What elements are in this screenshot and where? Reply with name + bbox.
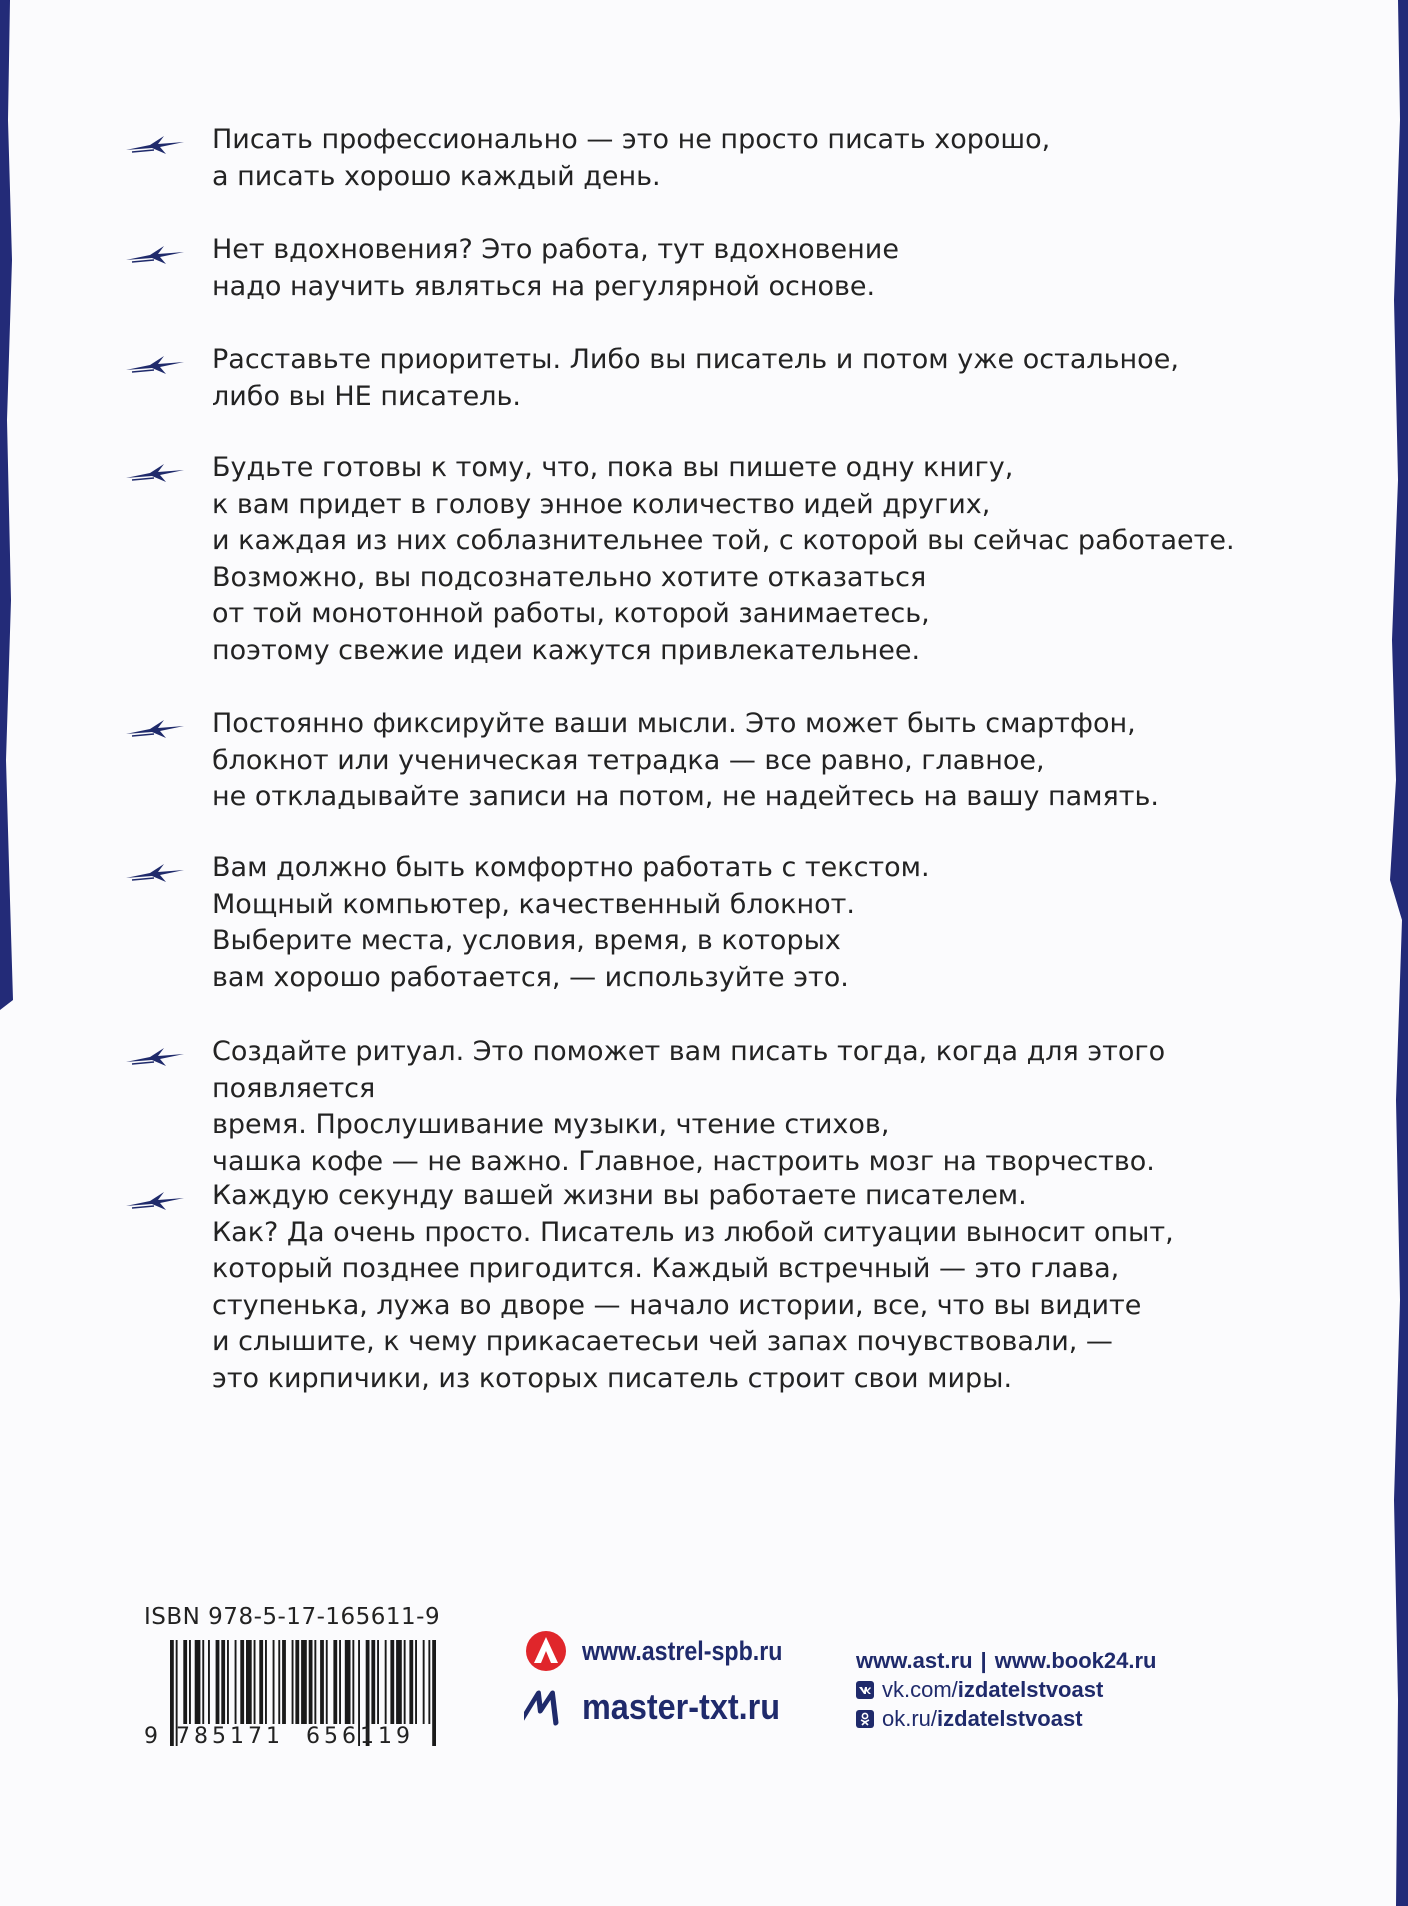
- ok-icon: [856, 1710, 874, 1728]
- barcode-bar: [301, 1640, 307, 1724]
- tip-1: [124, 122, 1254, 232]
- barcode-bar: [227, 1640, 229, 1724]
- barcode-bar: [345, 1640, 351, 1724]
- barcode-bar: [352, 1640, 354, 1724]
- barcode-bar: [409, 1640, 413, 1724]
- barcode-bar: [282, 1640, 286, 1724]
- barcode-bar: [278, 1640, 280, 1724]
- barcode-bar: [246, 1640, 252, 1724]
- barcode-bar: [320, 1640, 324, 1724]
- links-separator: |: [980, 1647, 987, 1673]
- tip-6: [124, 850, 1254, 1034]
- barcode-bar: [195, 1640, 201, 1724]
- pen-nib-icon: [124, 860, 188, 886]
- vk-row[interactable]: [856, 1675, 1156, 1704]
- publisher-block: [524, 1626, 815, 1732]
- tip-text: Каждую секунду вашей жизни вы работаете писателем. Как? Да очень просто. Писатель из любой ситуации выносит опыт, который позднее пригодится. Каждый встречный — это глава, ступенька, лужа во дворе — начало истории, все, что вы видите и слышите, к чему прикасаетесьи чей запах почувствовали, — это кирпичики, из которых писатель строит свои миры.: [212, 1180, 1174, 1394]
- pen-nib-icon: [124, 1044, 188, 1070]
- barcode-bar: [221, 1640, 225, 1724]
- master-row: [524, 1682, 815, 1732]
- master-logo-icon: [524, 1685, 568, 1729]
- pen-nib-icon: [124, 460, 188, 486]
- pen-nib-icon: [124, 132, 188, 158]
- barcode-bar: [235, 1640, 237, 1724]
- book24-link[interactable]: www.book24.ru: [994, 1647, 1157, 1673]
- barcode-digit-group-1: 785171: [176, 1724, 284, 1749]
- ok-handle: izdatelstvoast: [937, 1705, 1083, 1731]
- isbn-label: ISBN 978-5-17-165611-9: [144, 1604, 441, 1630]
- barcode-bar: [208, 1640, 210, 1724]
- barcode-bar: [390, 1640, 394, 1724]
- barcode-bar: [309, 1640, 313, 1724]
- vk-icon: [856, 1681, 874, 1699]
- barcode-bar: [423, 1640, 425, 1724]
- ok-prefix: ok.ru/: [882, 1705, 938, 1731]
- barcode-bar: [333, 1640, 337, 1724]
- barcode-bar: [326, 1640, 328, 1724]
- pen-nib-icon: [124, 1188, 188, 1214]
- barcode-bar: [202, 1640, 204, 1724]
- contact-links: [856, 1646, 1156, 1733]
- barcode-bar: [254, 1640, 256, 1724]
- tip-text: Вам должно быть комфортно работать с текстом. Мощный компьютер, качественный блокнот. Выберите места, условия, время, в которых вам хорошо работается, — используйте это.: [212, 852, 930, 993]
- tip-text: Нет вдохновения? Это работа, тут вдохновение надо научить являться на регулярной основе.: [212, 234, 899, 302]
- barcode-bar: [385, 1640, 387, 1724]
- tip-text: Создайте ритуал. Это поможет вам писать тогда, когда для этого появляется время. Прослушивание музыки, чтение стихов, чашка кофе — не важно. Главное, настроить мозг на творчество.: [212, 1036, 1166, 1177]
- master-url[interactable]: master-txt.ru: [582, 1686, 781, 1727]
- tip-text: Расставьте приоритеты. Либо вы писатель и потом уже остальное, либо вы НЕ писатель.: [212, 344, 1179, 412]
- barcode-bar: [339, 1640, 341, 1724]
- astrel-row: [524, 1626, 815, 1676]
- barcode-bar: [377, 1640, 379, 1724]
- pen-nib-icon: [124, 352, 188, 378]
- vk-prefix: vk.com/: [882, 1676, 958, 1702]
- pen-nib-icon: [124, 716, 188, 742]
- tip-8: [124, 1178, 1254, 1408]
- barcode-bar: [314, 1640, 316, 1724]
- tip-5: [124, 706, 1254, 850]
- tip-3: [124, 342, 1254, 450]
- barcode-digit-lead: 9: [144, 1724, 158, 1749]
- barcode-bar: [396, 1640, 402, 1724]
- ast-link[interactable]: www.ast.ru: [856, 1647, 973, 1673]
- vk-handle: izdatelstvoast: [957, 1676, 1104, 1702]
- barcode-bar: [189, 1640, 191, 1724]
- tip-2: [124, 232, 1254, 342]
- left-paint-edge: [0, 0, 14, 1906]
- astrel-logo-icon: [524, 1629, 568, 1673]
- barcode-bar: [170, 1640, 174, 1746]
- barcode-bar: [265, 1640, 267, 1724]
- tip-4: [124, 450, 1254, 706]
- pen-nib-icon: [124, 242, 188, 268]
- right-paint-edge: [1386, 0, 1408, 1906]
- tip-text: Писать профессионально — это не просто писать хорошо, а писать хорошо каждый день.: [212, 124, 1051, 192]
- web-links-row: [856, 1646, 1156, 1675]
- astrel-url[interactable]: www.astrel-spb.ru: [582, 1635, 783, 1666]
- barcode-bar: [259, 1640, 263, 1724]
- tip-7: [124, 1034, 1254, 1178]
- ok-row[interactable]: [856, 1704, 1156, 1733]
- tips-list: [124, 122, 1254, 1408]
- barcode-bar: [371, 1640, 375, 1724]
- barcode-bar: [415, 1640, 417, 1724]
- barcode-bar: [216, 1640, 220, 1724]
- barcode-bar: [295, 1640, 299, 1724]
- barcode-bar: [432, 1640, 436, 1746]
- barcode-bar: [183, 1640, 187, 1724]
- tip-text: Будьте готовы к тому, что, пока вы пишете одну книгу, к вам придет в голову энное количество идей других, и каждая из них соблазнительнее той, с которой вы сейчас работаете. Возможно, вы подсознательно хотите отказаться от той монотонной работы, которой занимаетесь, поэтому свежие идеи кажутся привлекательнее.: [212, 452, 1235, 666]
- barcode-bar: [428, 1640, 430, 1724]
- barcode-bar: [404, 1640, 406, 1724]
- barcode-bar: [273, 1640, 275, 1724]
- barcode-bar: [292, 1640, 294, 1724]
- barcode-bar: [240, 1640, 244, 1724]
- barcode-digit-group-2: 656119: [306, 1724, 414, 1749]
- tip-text: Постоянно фиксируйте ваши мысли. Это может быть смартфон, блокнот или ученическая тетрадка — все равно, главное, не откладывайте записи на потом, не надейтесь на вашу память.: [212, 708, 1160, 812]
